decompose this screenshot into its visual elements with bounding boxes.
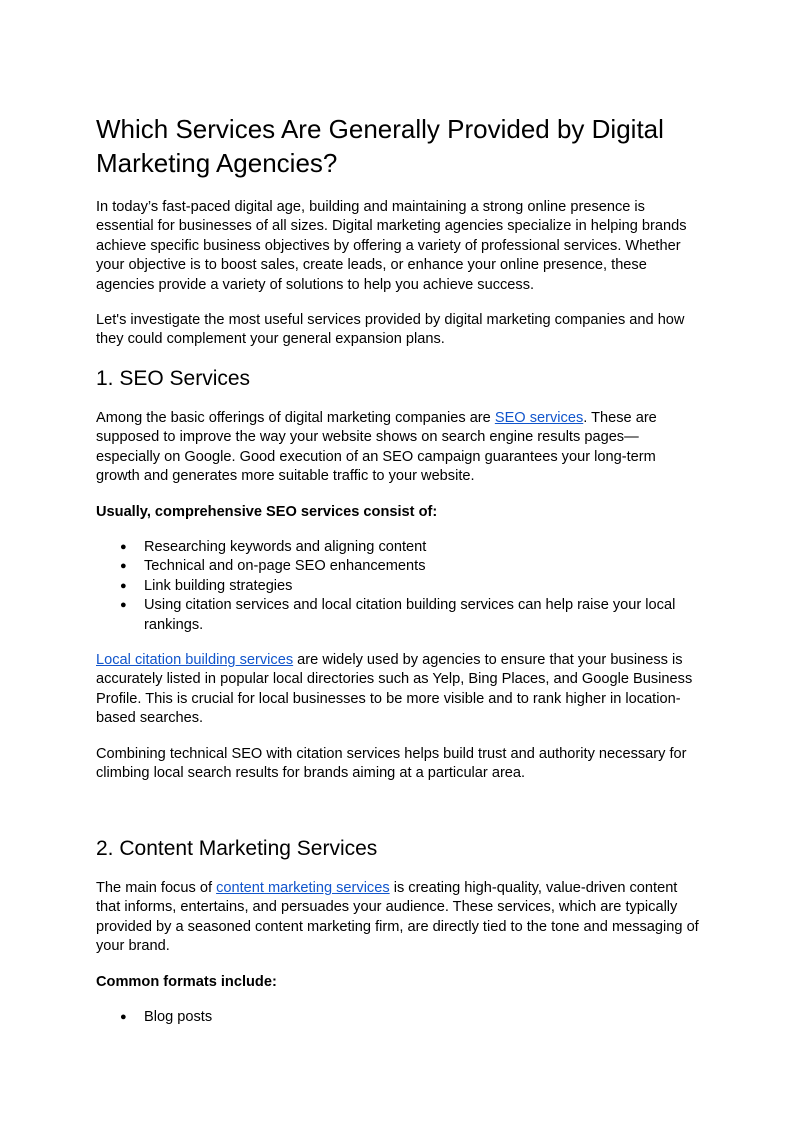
list-item: ● Using citation services and local citation building services can help raise your local rankings.	[96, 596, 700, 635]
seo-paragraph-3: Combining technical SEO with citation services helps build trust and authority necessary for climbing local search results for brands aiming at a particular area.	[96, 746, 687, 782]
list-item: ● Researching keywords and aligning content	[96, 538, 700, 557]
list-item: ● Blog posts	[96, 1008, 700, 1027]
intro-paragraph-2: Let's investigate the most useful services provided by digital marketing companies and how they could complement your general expansion plans.	[96, 312, 685, 348]
seo-list-title: Usually, comprehensive SEO services consist of:	[96, 504, 438, 520]
list-item: ● Link building strategies	[96, 577, 700, 596]
content-paragraph-1-text-b: is creating high-quality, value-driven content that informs, entertains, and persuades your audience. These services, which are typically provided by a seasoned content marketing firm, are directly tied to the tone and messaging of your brand.	[96, 880, 699, 955]
intro-paragraph-1: In today’s fast-paced digital age, building and maintaining a strong online presence is essential for businesses of all sizes. Digital marketing agencies specialize in helping brands achieve specific business objectives by offering a variety of professional services. Whether your objective is to boost sales, create leads, or enhance your online presence, these agencies provide a variety of solutions to help you achieve success.	[96, 199, 687, 293]
seo-paragraph-2-text: are widely used by agencies to ensure that your business is accurately listed in popular local directories such as Yelp, Bing Places, and Google Business Profile. This is crucial for local businesses to be more visible and to rank higher in location-based searches.	[96, 652, 693, 727]
content-marketing-link[interactable]: content marketing services	[216, 880, 390, 896]
seo-section-heading: 1. SEO Services	[96, 367, 251, 390]
page-title: Which Services Are Generally Provided by Digital Marketing Agencies?	[96, 114, 664, 178]
content-formats-list	[96, 1008, 700, 1027]
content-paragraph-1-text-a: The main focus of	[96, 880, 217, 896]
content-section-heading: 2. Content Marketing Services	[96, 837, 378, 860]
list-item: ● Technical and on-page SEO enhancements	[96, 557, 700, 576]
seo-services-list	[96, 538, 700, 635]
seo-paragraph-1-text-a: Among the basic offerings of digital marketing companies are	[96, 410, 495, 426]
seo-services-link[interactable]: SEO services	[494, 410, 584, 426]
local-citation-link[interactable]: Local citation building services	[96, 652, 294, 668]
seo-paragraph-2	[96, 651, 700, 729]
seo-paragraph-1	[96, 409, 700, 487]
content-list-title: Common formats include:	[96, 974, 277, 990]
seo-paragraph-1-text-b: . These are supposed to improve the way your website shows on search engine results pages—especially on Google. Good execution of an SEO campaign guarantees your long-term growth and generates more suitable traffic to your website.	[96, 410, 657, 485]
content-paragraph-1	[96, 879, 700, 957]
